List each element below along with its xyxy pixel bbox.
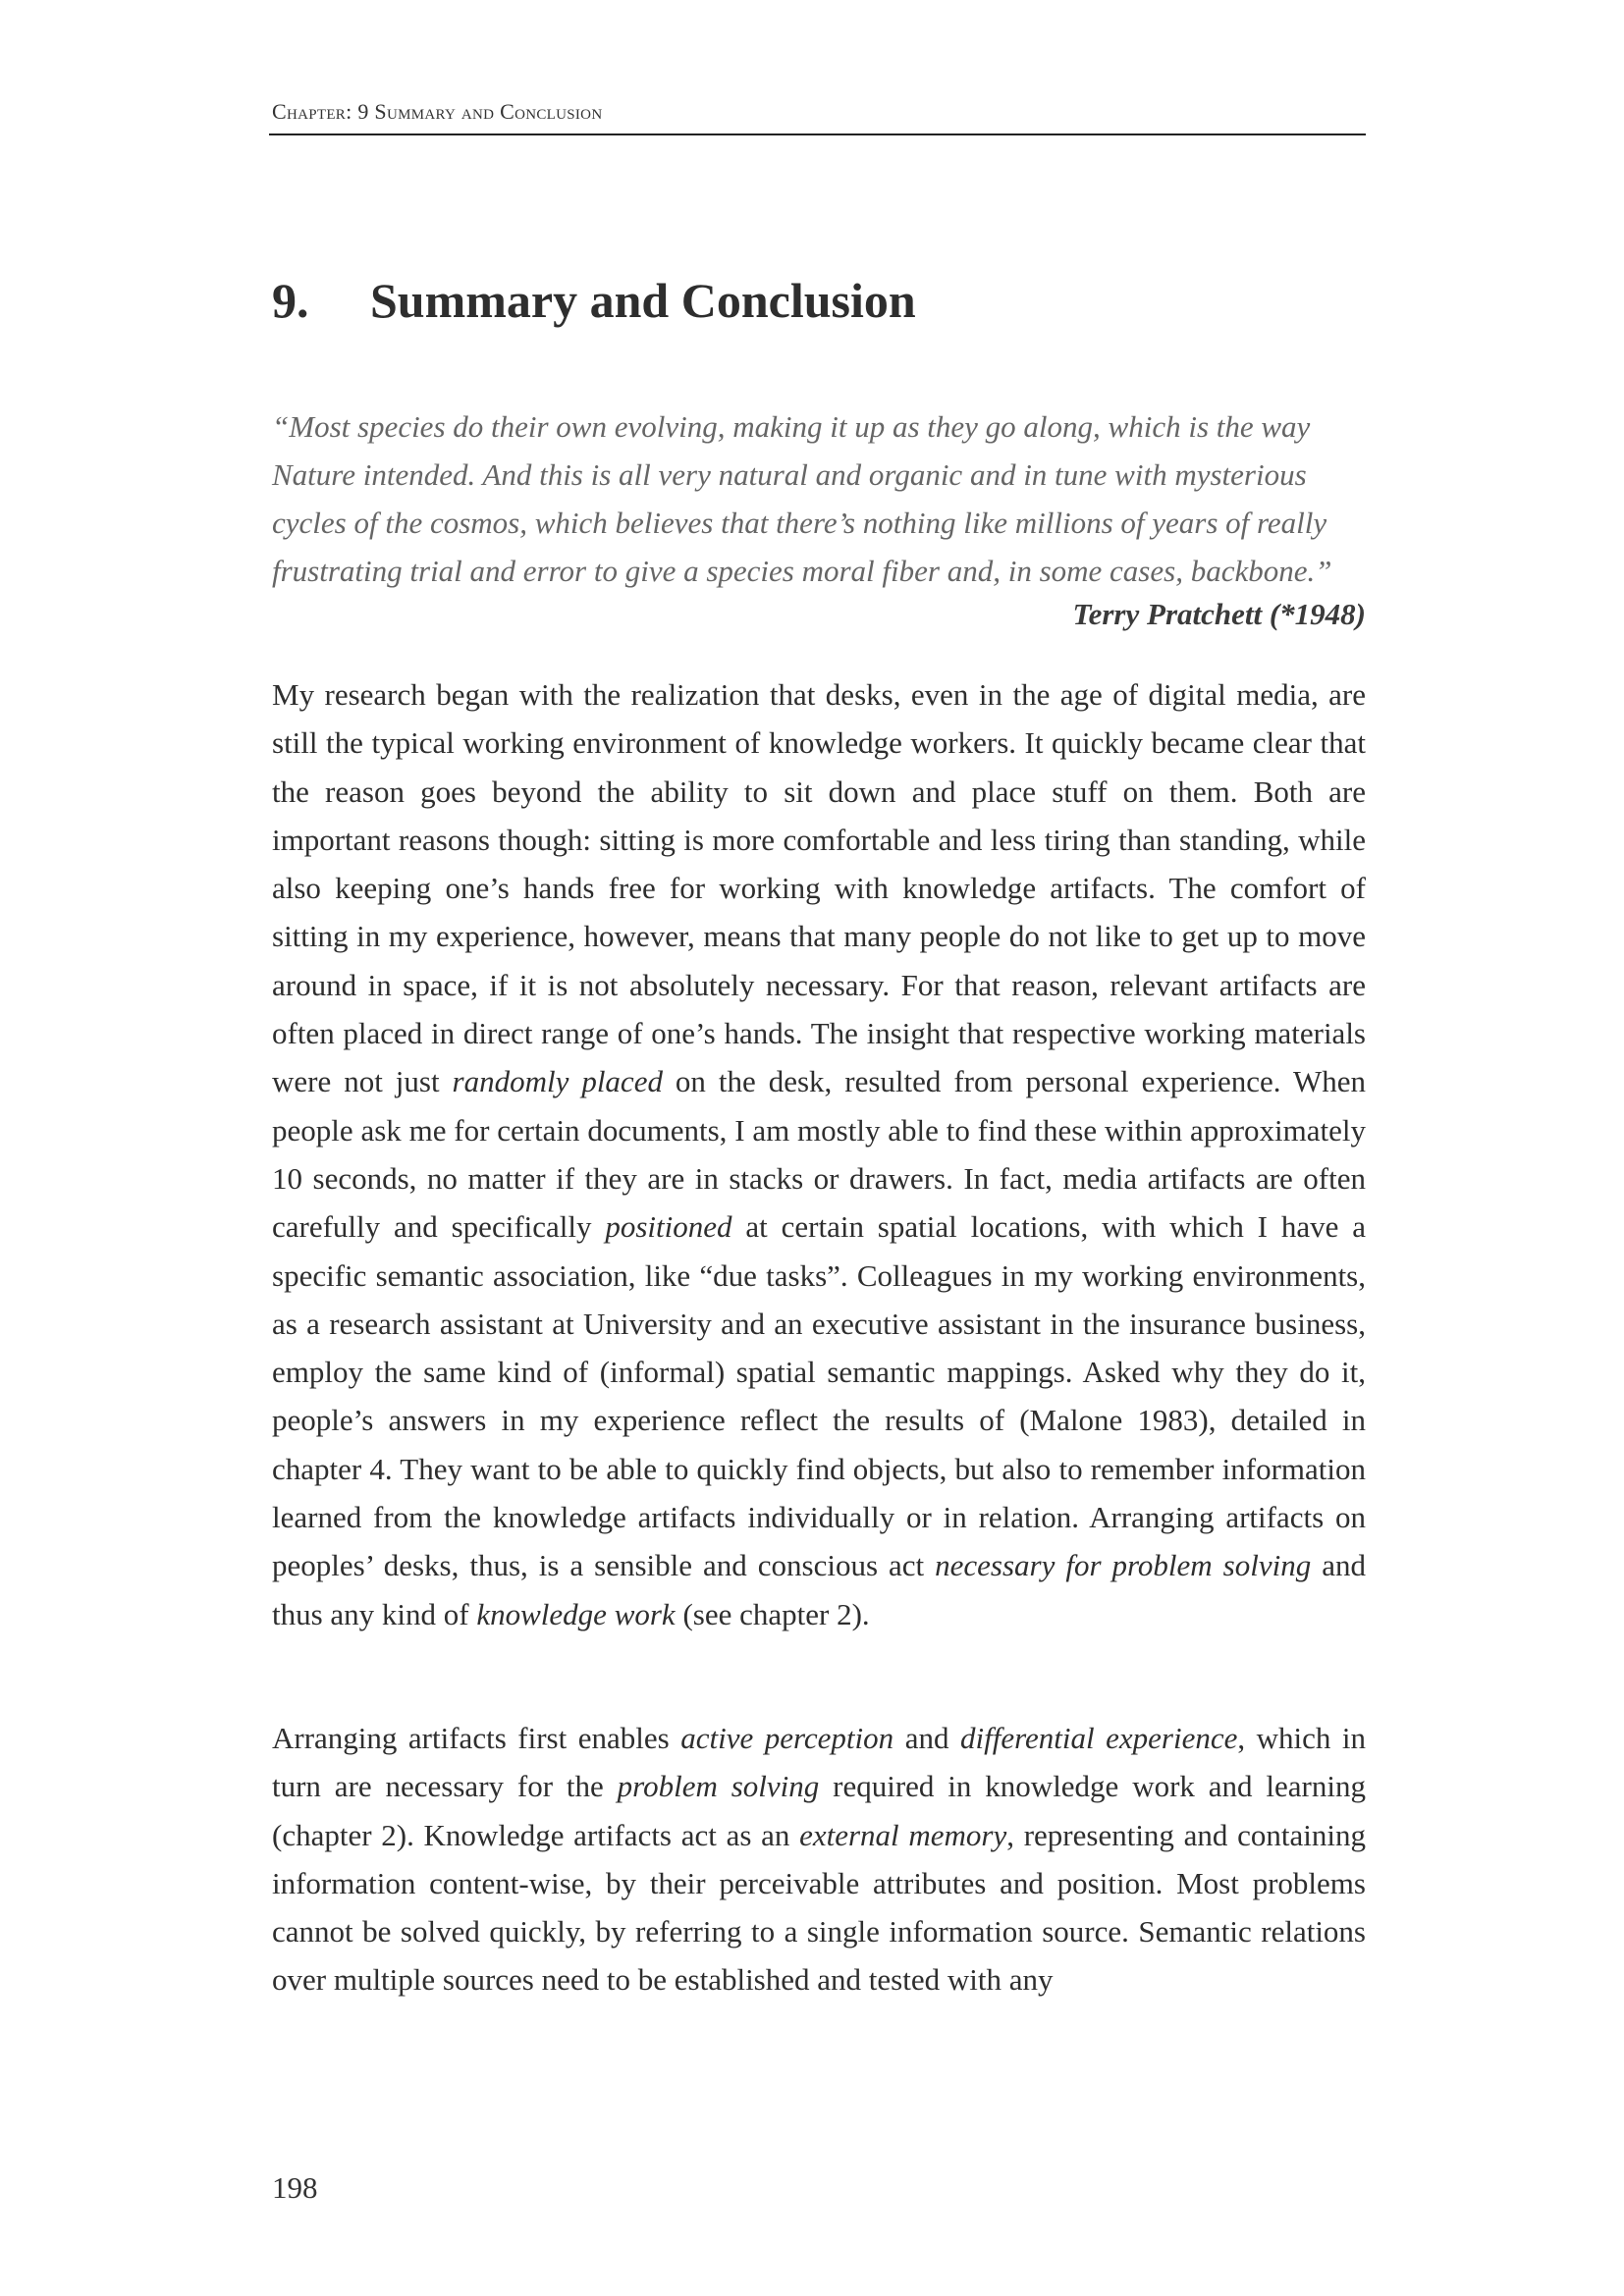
text-run: , which in turn are necessary for the xyxy=(272,1721,1367,1804)
emphasized-text: randomly placed xyxy=(452,1064,663,1099)
text-run: , representing and containing information content-wise, by their perceivable attributes and position. Most problems cannot be solved quickly, by referring to a single information source. Semantic relations over multiple sources need to be established and tested with any xyxy=(272,1817,1366,1998)
running-header xyxy=(272,99,1366,125)
text-run: at certain spatial locations, with which I have a specific semantic association, like “due tasks”. Colleagues in my working environments, as a research assistant at University and an executive assistant in the insurance business, employ the same kind of (informal) spatial semantic mappings. Asked why they do it, people’s answers in my experience reflect the results of (Malone 1983), detailed in chapter 4. They want to be able to quickly find objects, but also to remember information learned from the knowledge artifacts individually or in relation. Arranging artifacts on peoples’ desks, thus, is a sensible and conscious act xyxy=(272,1209,1366,1583)
text-run: and thus any kind of xyxy=(272,1548,1366,1631)
paragraph xyxy=(272,670,1366,1638)
emphasized-text: knowledge work xyxy=(476,1596,676,1631)
text-run: My research began with the realization that desks, even in the age of digital media, are still the typical working environment of knowledge workers. It quickly became clear that the reason goes beyond the ability to sit down and place stuff on them. Both are important reasons though: sitting is more comfortable and less tiring than standing, while also keeping one’s hands free for working with knowledge artifacts. The comfort of sitting in my experience, however, means that many people do not like to get up to move around in space, if it is not absolutely necessary. For that reason, relevant artifacts are often placed in direct range of one’s hands. The insight that respective working materials were not just xyxy=(272,677,1366,1099)
epigraph-quote: “Most species do their own evolving, making it up as they go along, which is the way Nature intended. And this is all very natural and organic and in tune with mysterious cycles of the cosmos, which believes that there’s nothing like millions of years of really frustrating trial and error to give a species moral fiber and, in some cases, backbone.” xyxy=(272,409,1332,588)
header-rule xyxy=(269,133,1366,135)
text-run: required in knowledge work and learning (chapter 2). Knowledge artifacts act as an xyxy=(272,1769,1366,1852)
chapter-title: Summary and Conclusion xyxy=(370,273,916,328)
emphasized-text: external memory xyxy=(799,1817,1007,1852)
emphasized-text: problem solving xyxy=(617,1769,820,1804)
running-header-text: Chapter: 9 Summary and Conclusion xyxy=(272,99,603,124)
page-number: 198 xyxy=(272,2170,318,2205)
text-run: Arranging artifacts first enables xyxy=(272,1721,681,1755)
chapter-number: 9. xyxy=(272,273,309,328)
chapter-heading xyxy=(272,272,1366,329)
text-run: on the desk, resulted from personal experience. When people ask me for certain documents, I am mostly able to find these within approximately 10 seconds, no matter if they are in stacks or drawers. In fact, media artifacts are often carefully and specifically xyxy=(272,1064,1366,1245)
emphasized-text: differential experience xyxy=(959,1721,1238,1755)
emphasized-text: positioned xyxy=(605,1209,732,1245)
text-run: and xyxy=(893,1721,960,1755)
text-run: (see chapter 2). xyxy=(675,1596,870,1631)
emphasized-text: necessary for problem solving xyxy=(935,1548,1312,1583)
epigraph-author: Terry Pratchett (*1948) xyxy=(1072,597,1366,631)
emphasized-text: active perception xyxy=(680,1721,894,1755)
paragraph xyxy=(272,1714,1366,2004)
